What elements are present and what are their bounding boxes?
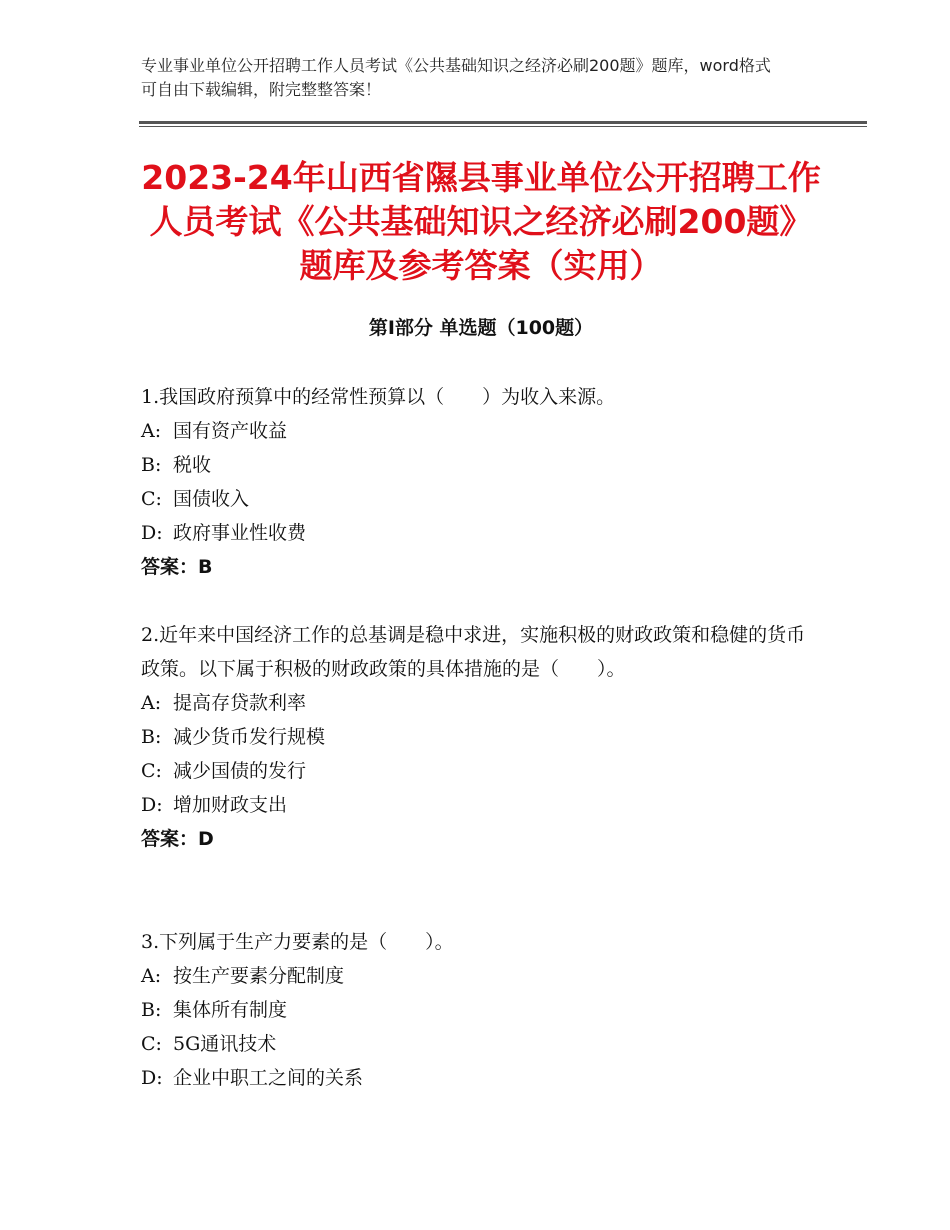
document-title: 2023-24年山西省隰县事业单位公开招聘工作人员考试《公共基础知识之经济必刷200题》题库及参考答案（实用） [141,158,821,285]
question-stem: 2.近年来中国经济工作的总基调是稳中求进，实施积极的财政政策和稳健的货币政策。以下属于积极的财政政策的具体措施的是（ ）。 [141,624,806,680]
option-letter: C: [141,488,162,510]
question-2 [141,618,821,856]
option-text: 5G通讯技术 [173,1033,277,1055]
option-letter: A: [141,420,162,442]
option-text: 提高存贷款利率 [173,692,307,714]
option-letter: D: [141,794,163,816]
option-c [141,754,821,788]
option-a [141,959,821,993]
question-1 [141,380,821,584]
option-text: 政府事业性收费 [173,522,307,544]
option-text: 按生产要素分配制度 [173,965,345,987]
header-divider [139,121,867,124]
option-letter: B: [141,726,162,748]
header-divider-thin [139,126,867,127]
option-b [141,993,821,1027]
option-c [141,482,821,516]
question-3 [141,925,821,1095]
option-letter: B: [141,999,162,1021]
option-a [141,414,821,448]
option-b [141,720,821,754]
option-letter: A: [141,692,162,714]
section-heading: 第Ⅰ部分 单选题（100题） [368,317,594,339]
option-text: 税收 [173,454,212,476]
answer-label: 答案：D [141,828,214,850]
option-letter: D: [141,522,163,544]
option-text: 增加财政支出 [173,794,288,816]
option-text: 减少货币发行规模 [173,726,326,748]
option-text: 集体所有制度 [173,999,288,1021]
option-d [141,788,821,822]
option-text: 减少国债的发行 [173,760,307,782]
answer-label: 答案：B [141,556,213,578]
header-note: 专业事业单位公开招聘工作人员考试《公共基础知识之经济必刷200题》题库，word格式可自由下载编辑，附完整整答案！ [141,56,771,99]
option-b [141,448,821,482]
option-d [141,516,821,550]
option-letter: B: [141,454,162,476]
option-a [141,686,821,720]
option-letter: C: [141,760,162,782]
question-stem: 3.下列属于生产力要素的是（ ）。 [141,931,454,953]
option-letter: A: [141,965,162,987]
option-c [141,1027,821,1061]
option-text: 企业中职工之间的关系 [173,1067,364,1089]
question-stem: 1.我国政府预算中的经常性预算以（ ）为收入来源。 [141,386,616,408]
option-text: 国有资产收益 [173,420,288,442]
option-d [141,1061,821,1095]
option-letter: D: [141,1067,163,1089]
option-letter: C: [141,1033,162,1055]
option-text: 国债收入 [173,488,250,510]
